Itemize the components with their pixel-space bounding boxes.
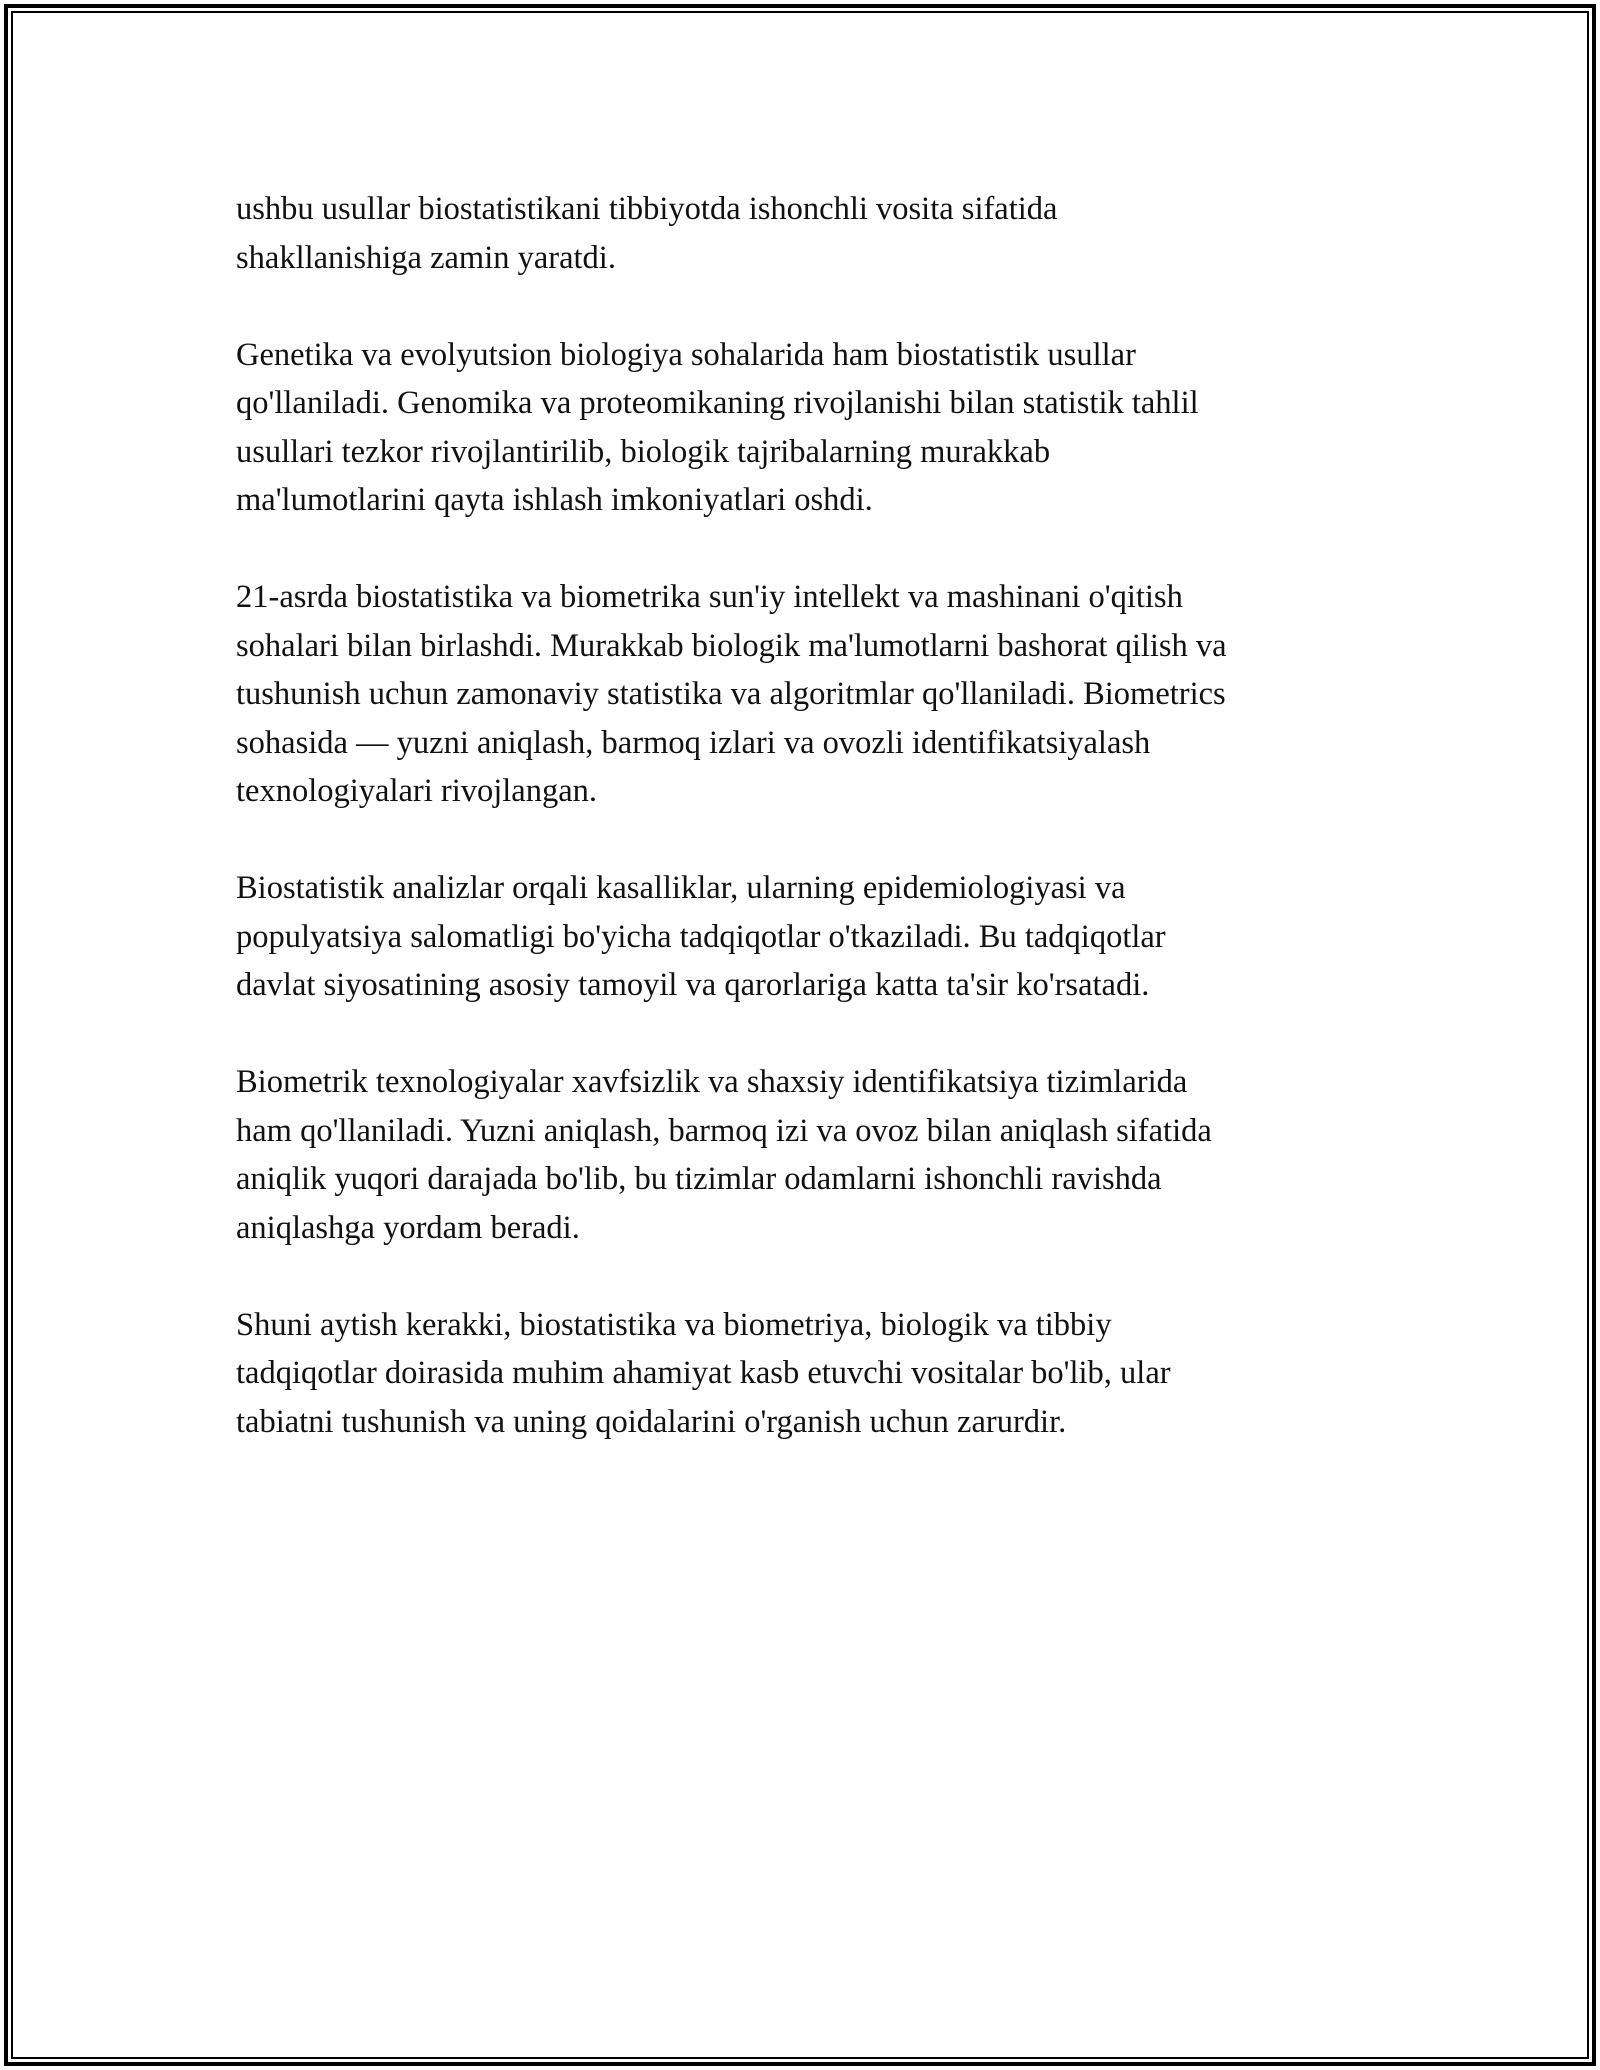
text-line: Biometrik texnologiyalar xavfsizlik va shaxsiy identifikatsiya tizimlarida	[236, 1064, 1188, 1100]
paragraph	[236, 331, 1376, 525]
text-line: aniqlashga yordam beradi.	[236, 1209, 580, 1246]
text-line: texnologiyalari rivojlangan.	[236, 773, 598, 809]
paragraph	[236, 573, 1376, 816]
text-line: 21-asrda biostatistika va biometrika sun'iy intellekt va mashinani o'qitish	[236, 579, 1183, 615]
text-line: tadqiqotlar doirasida muhim ahamiyat kasb etuvchi vositalar bo'lib, ular	[236, 1355, 1171, 1391]
text-line: populyatsiya salomatligi bo'yicha tadqiqotlar o'tkaziladi. Bu tadqiqotlar	[236, 918, 1166, 955]
text-line: Shuni aytish kerakki, biostatistika va biometriya, biologik va tibbiy	[236, 1306, 1112, 1343]
paragraph	[236, 185, 1376, 282]
text-line: qo'llaniladi. Genomika va proteomikaning rivojlanishi bilan statistik tahlil	[236, 385, 1199, 421]
text-line: sohasida — yuzni aniqlash, barmoq izlari va ovozli identifikatsiyalash	[236, 724, 1151, 761]
text-line: ma'lumotlarini qayta ishlash imkoniyatlari oshdi.	[236, 482, 873, 518]
document-body	[236, 185, 1376, 1495]
text-line: ushbu usullar biostatistikani tibbiyotda ishonchli vosita sifatida	[236, 191, 1058, 227]
text-line: sohalari bilan birlashdi. Murakkab biologik ma'lumotlarni bashorat qilish va	[236, 627, 1227, 664]
text-line: Genetika va evolyutsion biologiya sohalarida ham biostatistik usullar	[236, 336, 1136, 373]
text-line: davlat siyosatining asosiy tamoyil va qarorlariga katta ta'sir ko'rsatadi.	[236, 967, 1150, 1003]
text-line: usullari tezkor rivojlantirilib, biologik tajribalarning murakkab	[236, 433, 1051, 470]
paragraph	[236, 864, 1376, 1010]
text-line: Biostatistik analizlar orqali kasalliklar, ularning epidemiologiyasi va	[236, 870, 1126, 906]
text-line: ham qo'llaniladi. Yuzni aniqlash, barmoq izi va ovoz bilan aniqlash sifatida	[236, 1112, 1212, 1149]
paragraph	[236, 1301, 1376, 1447]
text-line: tabiatni tushunish va uning qoidalarini o'rganish uchun zarurdir.	[236, 1403, 1067, 1440]
text-line: aniqlik yuqori darajada bo'lib, bu tizimlar odamlarni ishonchli ravishda	[236, 1161, 1162, 1197]
text-line: shakllanishiga zamin yaratdi.	[236, 239, 616, 276]
text-line: tushunish uchun zamonaviy statistika va algoritmlar qo'llaniladi. Biometrics	[236, 676, 1226, 712]
paragraph	[236, 1058, 1376, 1252]
